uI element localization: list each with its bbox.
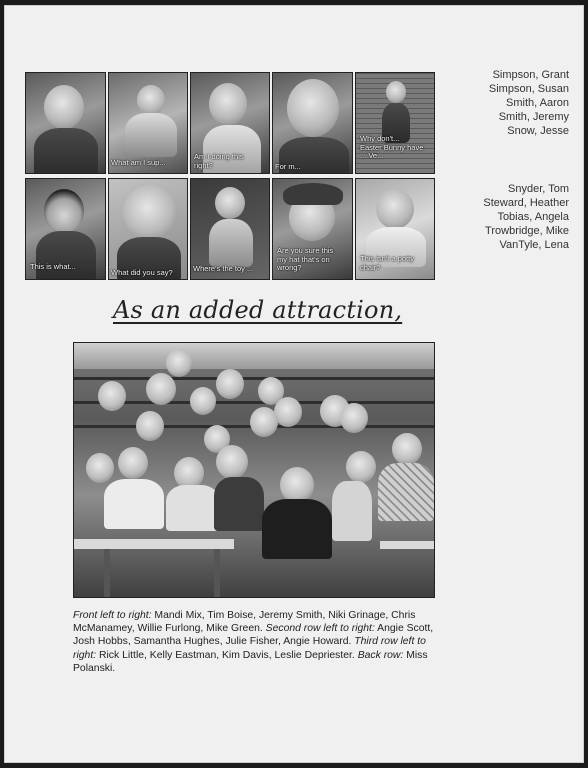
front-row-names: Mandi Mix, Tim Boise, Jeremy Smith, Niki Grinage, Chris McManamey, Willie Furlong, Mike Green. <box>73 610 416 635</box>
yearbook-page <box>4 5 584 763</box>
back-row-names: Miss Polanski. <box>73 649 428 674</box>
baby-photo-caption: For m... <box>275 162 301 171</box>
name-list-group-1: Simpson, Grant Simpson, Susan Smith, Aaron Smith, Jeremy Snow, Jesse <box>488 69 569 137</box>
baby-photo-caption: This is what... <box>30 262 76 271</box>
third-row-names: Rick Little, Kelly Eastman, Kim Davis, Leslie Depriester. <box>96 649 358 661</box>
baby-photo-smith-jeremy <box>272 72 353 174</box>
baby-photo-tobias-angela <box>190 178 270 280</box>
second-row-names: Angie Scott, Josh Hobbs, Samantha Hughes, Julie Fisher, Angie Howard. <box>73 623 434 648</box>
baby-photo-simpson-susan <box>108 72 188 174</box>
baby-photo-caption: Am I doing this right? <box>194 152 244 170</box>
class-photo-caption <box>73 609 441 675</box>
baby-photo-vantyle-lena <box>355 178 435 280</box>
baby-photo-caption: Where's the toy ... <box>193 264 254 273</box>
baby-photo-caption: What am I sup... <box>111 158 166 167</box>
name-list-group-2: Snyder, Tom Steward, Heather Tobias, Angela Trowbridge, Mike VanTyle, Lena <box>483 183 569 251</box>
baby-photo-snyder-tom <box>25 178 106 280</box>
back-row-label: Back row: <box>357 649 404 661</box>
baby-photo-caption: What did you say? <box>111 268 173 277</box>
front-row-label: Front left to right: <box>73 610 152 621</box>
baby-photo-snow-jesse <box>355 72 435 174</box>
baby-photo-trowbridge-mike <box>272 178 353 280</box>
baby-photo-smith-aaron <box>190 72 270 174</box>
baby-photo-simpson-grant <box>25 72 106 174</box>
baby-photo-caption: Are you sure this my hat that's on wrong? <box>277 246 334 272</box>
third-row-label: Third row left to right: <box>73 636 426 661</box>
baby-photo-steward-heather <box>108 178 188 280</box>
second-row-label: Second row left to right: <box>265 623 375 635</box>
class-photo <box>73 342 435 598</box>
headline: As an added attraction, <box>113 296 403 324</box>
baby-photo-caption: Why don't... Easter Bunny have ... Ve... <box>360 134 424 160</box>
baby-photo-caption: This isn't a potty chair? <box>360 254 414 272</box>
